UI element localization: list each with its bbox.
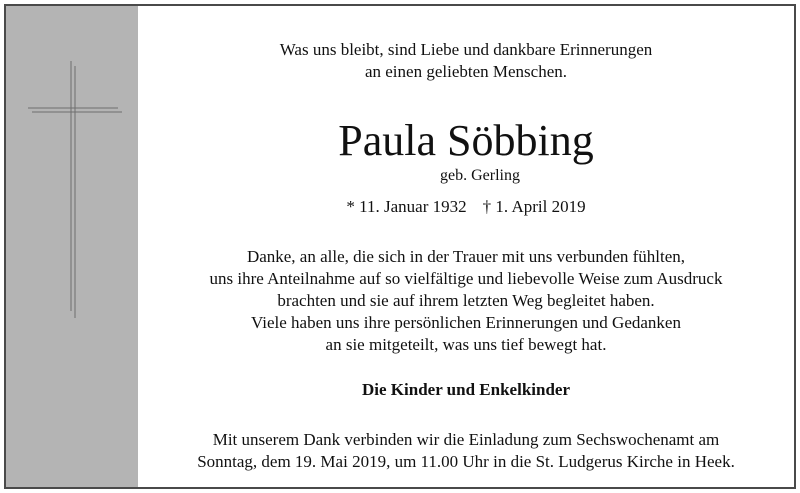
opening-quote bbox=[138, 39, 794, 83]
obituary-card bbox=[4, 4, 796, 489]
thanks-text bbox=[138, 246, 794, 356]
thanks-line: uns ihre Anteilnahme auf so vielfältige und liebevolle Weise zum Ausdruck bbox=[209, 269, 723, 288]
birth-name: geb. Gerling bbox=[440, 167, 520, 184]
quote-line: an einen geliebten Menschen. bbox=[364, 62, 568, 81]
death-date: † 1. April 2019 bbox=[482, 197, 586, 216]
birth-date: * 11. Januar 1932 bbox=[346, 197, 467, 216]
side-panel bbox=[6, 6, 138, 487]
thanks-line: brachten und sie auf ihrem letzten Weg begleitet haben. bbox=[277, 291, 655, 310]
life-dates bbox=[138, 196, 794, 218]
signature-family: Die Kinder und Enkelkinder bbox=[362, 380, 570, 399]
closing-line: Mit unserem Dank verbinden wir die Einladung zum Sechswochenamt am bbox=[212, 430, 720, 449]
deceased-name: Paula Söbbing bbox=[338, 116, 594, 165]
notice-content bbox=[138, 6, 794, 487]
closing-line: Sonntag, dem 19. Mai 2019, um 11.00 Uhr in die St. Ludgerus Kirche in Heek. bbox=[197, 452, 735, 471]
quote-line: Was uns bleibt, sind Liebe und dankbare Erinnerungen bbox=[279, 40, 653, 59]
thanks-line: an sie mitgeteilt, was uns tief bewegt hat. bbox=[325, 335, 607, 354]
thanks-line: Danke, an alle, die sich in der Trauer mit uns verbunden fühlten, bbox=[246, 247, 686, 266]
thanks-line: Viele haben uns ihre persönlichen Erinnerungen und Gedanken bbox=[251, 313, 681, 332]
cross-icon bbox=[6, 6, 138, 487]
closing-invitation bbox=[138, 429, 794, 473]
